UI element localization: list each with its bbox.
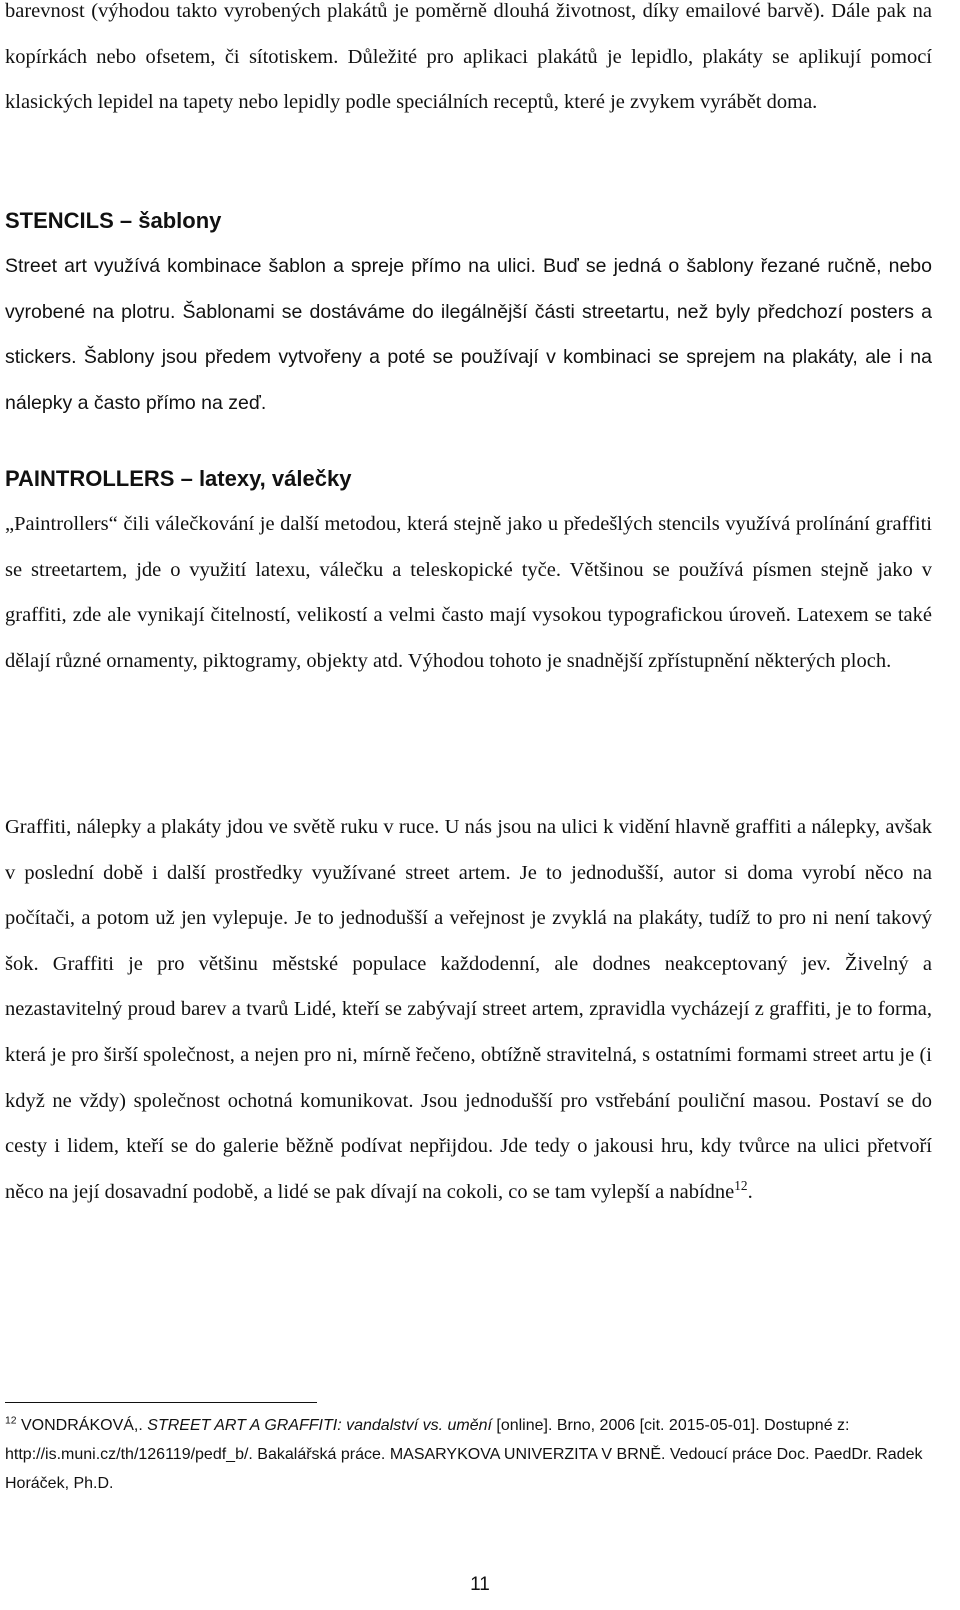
footnote-number: 12	[5, 1415, 17, 1427]
stencils-heading: STENCILS – šablony	[5, 208, 222, 233]
closing-end: .	[747, 1180, 753, 1203]
paintrollers-heading: PAINTROLLERS – latexy, válečky	[5, 466, 352, 491]
page-number: 11	[470, 1574, 490, 1595]
footnote-title: STREET ART A GRAFFITI: vandalství vs. umění	[147, 1417, 492, 1434]
closing-paragraph	[5, 805, 932, 1215]
paintrollers-paragraph: „Paintrollers“ čili válečkování je další metodou, která stejně jako u předešlých stencils využívá prolínání graffiti se streetartem, jde o využití latexu, válečku a teleskopické tyče. Většinou se používá písmen stejně jako v graffiti, zde ale vynikají čitelností, velikostí a velmi často mají vysokou typografickou úroveň. Latexem se také dělají různé ornamenty, piktogramy, objekty atd. Výhodou tohoto je snadnější zpřístupnění některých ploch.	[5, 513, 932, 672]
intro-paragraph: barevnost (výhodou takto vyrobených plakátů je poměrně dlouhá životnost, díky emailové barvě). Dále pak na kopírkách nebo ofsetem, či sítotiskem. Důležité pro aplikaci plakátů je lepidlo, plakáty se aplikují pomocí klasických lepidel na tapety nebo lepidly podle speciálních receptů, které je zvykem vyrábět doma.	[5, 0, 932, 114]
footnote	[5, 1411, 940, 1498]
closing-text: Graffiti, nálepky a plakáty jdou ve světě ruku v ruce. U nás jsou na ulici k vidění hlavně graffiti a nálepky, avšak v poslední době i další prostředky využívané street artem. Je to jednodušší, autor si doma vyrobí něco na počítači, a potom už jen vylepuje. Je to jednodušší a veřejnost je zvyklá na plakáty, tudíž to pro ni není takový šok. Graffiti je pro většinu městské populace každodenní, ale dodnes neakceptovaný jev. Živelný a nezastavitelný proud barev a tvarů Lidé, kteří se zabývají street artem, zpravidla vycházejí z graffiti, je to forma, která je pro širší společnost, a nejen pro ni, mírně řečeno, obtížně stravitelná, s ostatními formami street artu je (i když ne vždy) společnost ochotná komunikovat. Jsou jednodušší pro vstřebání pouliční masou. Postaví se do cesty i lidem, kteří se do galerie běžně podívat nepřijdou. Jde tedy o jakousi hru, kdy tvůrce na ulici přetvoří něco na její dosavadní podobě, a lidé se pak dívají na cokoli, co se tam vylepší a nabídne	[5, 816, 932, 1203]
footnote-author: VONDRÁKOVÁ,.	[16, 1417, 148, 1434]
footnote-reference[interactable]: 12	[734, 1177, 748, 1193]
footnote-details: [online]. Brno, 2006 [cit. 2015-05-01]. Dostupné z: http://is.muni.cz/th/126119/pedf_b/. Bakalářská práce. MASARYKOVA UNIVERZITA V BRNĚ. Vedoucí práce Doc. PaedDr. Radek Horáček, Ph.D.	[5, 1417, 923, 1492]
footnote-separator	[5, 1402, 317, 1403]
stencils-paragraph: Street art využívá kombinace šablon a spreje přímo na ulici. Buď se jedná o šablony řezané ručně, nebo vyrobené na plotru. Šablonami se dostáváme do ilegálnější části streetartu, než byly předchozí posters a stickers. Šablony jsou předem vytvořeny a poté se používají v kombinaci se sprejem na plakáty, ale i na nálepky a často přímo na zeď.	[5, 255, 932, 414]
